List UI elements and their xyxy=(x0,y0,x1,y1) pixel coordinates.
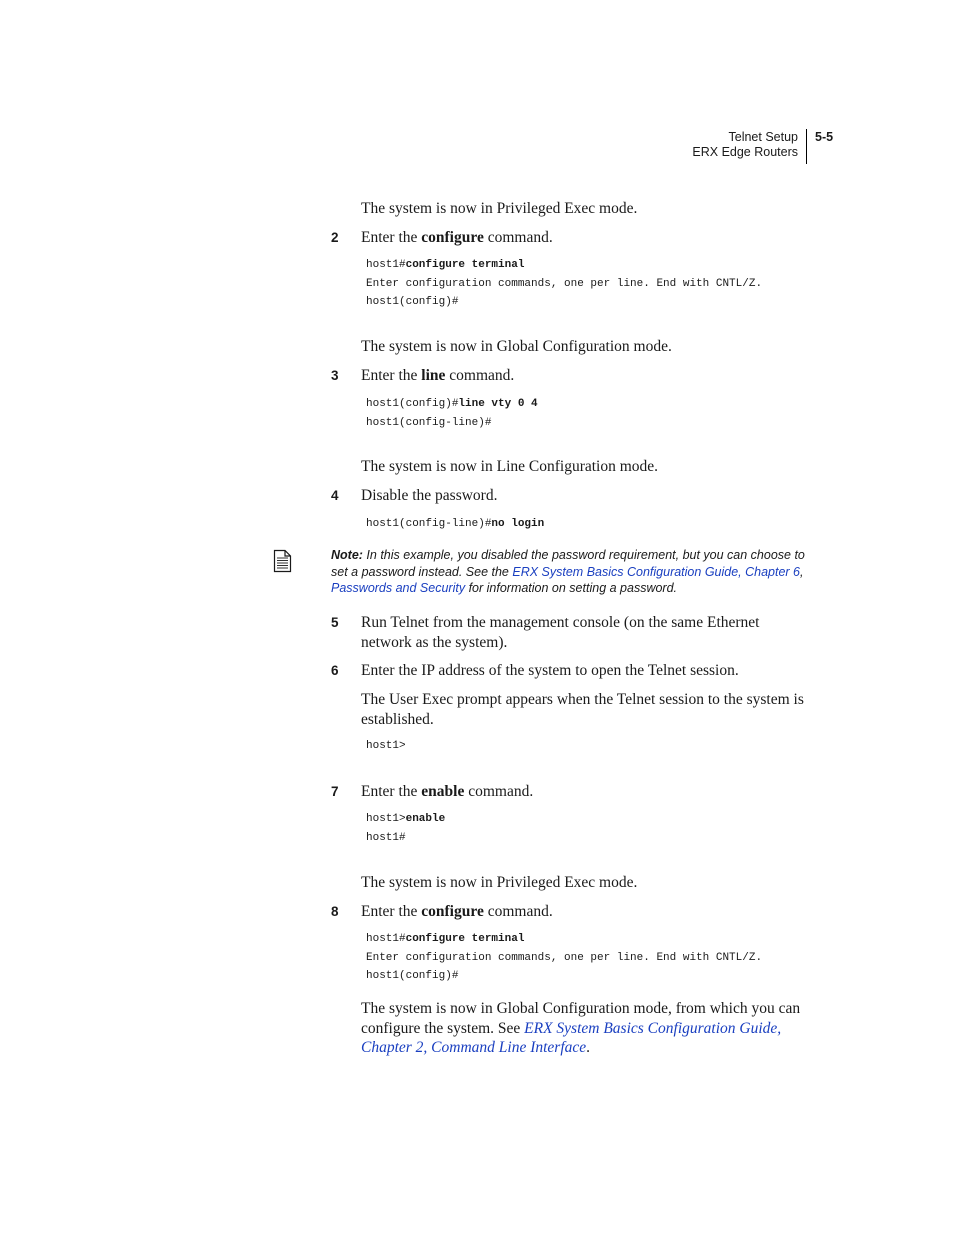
code-block xyxy=(366,737,406,756)
note-label: Note: xyxy=(331,548,363,562)
code-block xyxy=(366,515,544,534)
guide-chapter-6-link[interactable]: ERX System Basics Configuration Guide, Chapter 6 xyxy=(512,564,801,579)
code-prompt: host1# xyxy=(366,933,406,945)
page-number: 5-5 xyxy=(815,130,834,144)
code-line: host1> xyxy=(366,740,406,752)
code-block xyxy=(366,930,762,986)
note-text: for information on setting a password. xyxy=(465,581,678,595)
step-number: 2 xyxy=(331,230,339,245)
step-number: 4 xyxy=(331,488,339,503)
step-text xyxy=(361,366,821,386)
code-line: host1(config-line)# xyxy=(366,416,492,429)
code-block xyxy=(366,256,762,312)
running-header xyxy=(692,130,798,160)
paragraph: The User Exec prompt appears when the Telnet session to the system is established. xyxy=(361,691,804,728)
code-line: host1(config)# xyxy=(366,970,459,982)
note-callout xyxy=(331,547,821,597)
step-text: Disable the password. xyxy=(361,487,498,504)
step-text: Run Telnet from the management console (on the same Ethernet network as the system). xyxy=(361,614,760,651)
step-text-pre: Enter the xyxy=(361,229,422,246)
code-line xyxy=(366,395,538,414)
code-command: configure terminal xyxy=(405,259,525,271)
command-name: configure xyxy=(421,229,484,246)
paragraph: The system is now in Global Configuration mode. xyxy=(361,338,672,355)
code-command: enable xyxy=(405,813,446,825)
code-prompt: host1# xyxy=(366,259,406,271)
step-text-post: command. xyxy=(483,903,553,920)
step-text-post: command. xyxy=(483,229,553,246)
paragraph: The system is now in Privileged Exec mode. xyxy=(361,874,638,891)
step-number: 5 xyxy=(331,615,339,630)
header-product-name: ERX Edge Routers xyxy=(692,145,798,159)
step-text xyxy=(361,228,821,248)
code-line: host1(config)# xyxy=(366,296,459,308)
code-line: host1# xyxy=(366,831,406,844)
code-line: Enter configuration commands, one per line. End with CNTL/Z. xyxy=(366,277,763,290)
code-command: configure terminal xyxy=(405,933,525,945)
code-line xyxy=(366,810,445,829)
code-block xyxy=(366,810,445,847)
header-section-title: Telnet Setup xyxy=(728,130,798,144)
step-text: Enter the IP address of the system to open the Telnet session. xyxy=(361,662,739,679)
code-line: Enter configuration commands, one per line. End with CNTL/Z. xyxy=(366,951,763,964)
command-name: enable xyxy=(421,783,465,800)
paragraph-text: . xyxy=(586,1039,591,1056)
code-command: no login xyxy=(491,518,545,530)
step-number: 3 xyxy=(331,368,339,383)
step-number: 7 xyxy=(331,784,339,799)
step-text-pre: Enter the xyxy=(361,783,422,800)
command-name: line xyxy=(421,367,446,384)
paragraph xyxy=(361,999,806,1058)
code-prompt: host1(config-line)# xyxy=(366,518,492,530)
step-text-pre: Enter the xyxy=(361,367,422,384)
code-prompt: host1(config)# xyxy=(366,398,459,410)
step-text xyxy=(361,782,821,802)
code-prompt: host1> xyxy=(366,813,406,825)
note-text: In this example, you disabled the password requirement, but you can choose to set a password instead. See the xyxy=(331,548,805,579)
step-number: 6 xyxy=(331,663,339,678)
note-separator: , xyxy=(800,564,804,579)
note-page-icon xyxy=(273,549,292,573)
step-text-pre: Enter the xyxy=(361,903,422,920)
step-text-post: command. xyxy=(445,367,515,384)
step-text-post: command. xyxy=(464,783,534,800)
code-block xyxy=(366,395,538,432)
code-line xyxy=(366,256,762,275)
guide-chapter-2-link[interactable]: ERX System Basics Configuration Guide, Chapter 2, Command Line Interface xyxy=(361,1019,782,1056)
header-divider xyxy=(806,129,807,164)
paragraph: The system is now in Line Configuration mode. xyxy=(361,458,659,475)
step-text xyxy=(361,902,821,922)
code-command: line vty 0 4 xyxy=(458,398,538,410)
step-number: 8 xyxy=(331,904,339,919)
paragraph: The system is now in Privileged Exec mode. xyxy=(361,200,638,217)
command-name: configure xyxy=(421,903,484,920)
code-line xyxy=(366,515,544,534)
code-line xyxy=(366,930,762,949)
paragraph-text: The system is now in Global Configuration mode, from which you can configure the system. See xyxy=(361,1000,801,1037)
passwords-security-link[interactable]: Passwords and Security xyxy=(331,581,466,595)
